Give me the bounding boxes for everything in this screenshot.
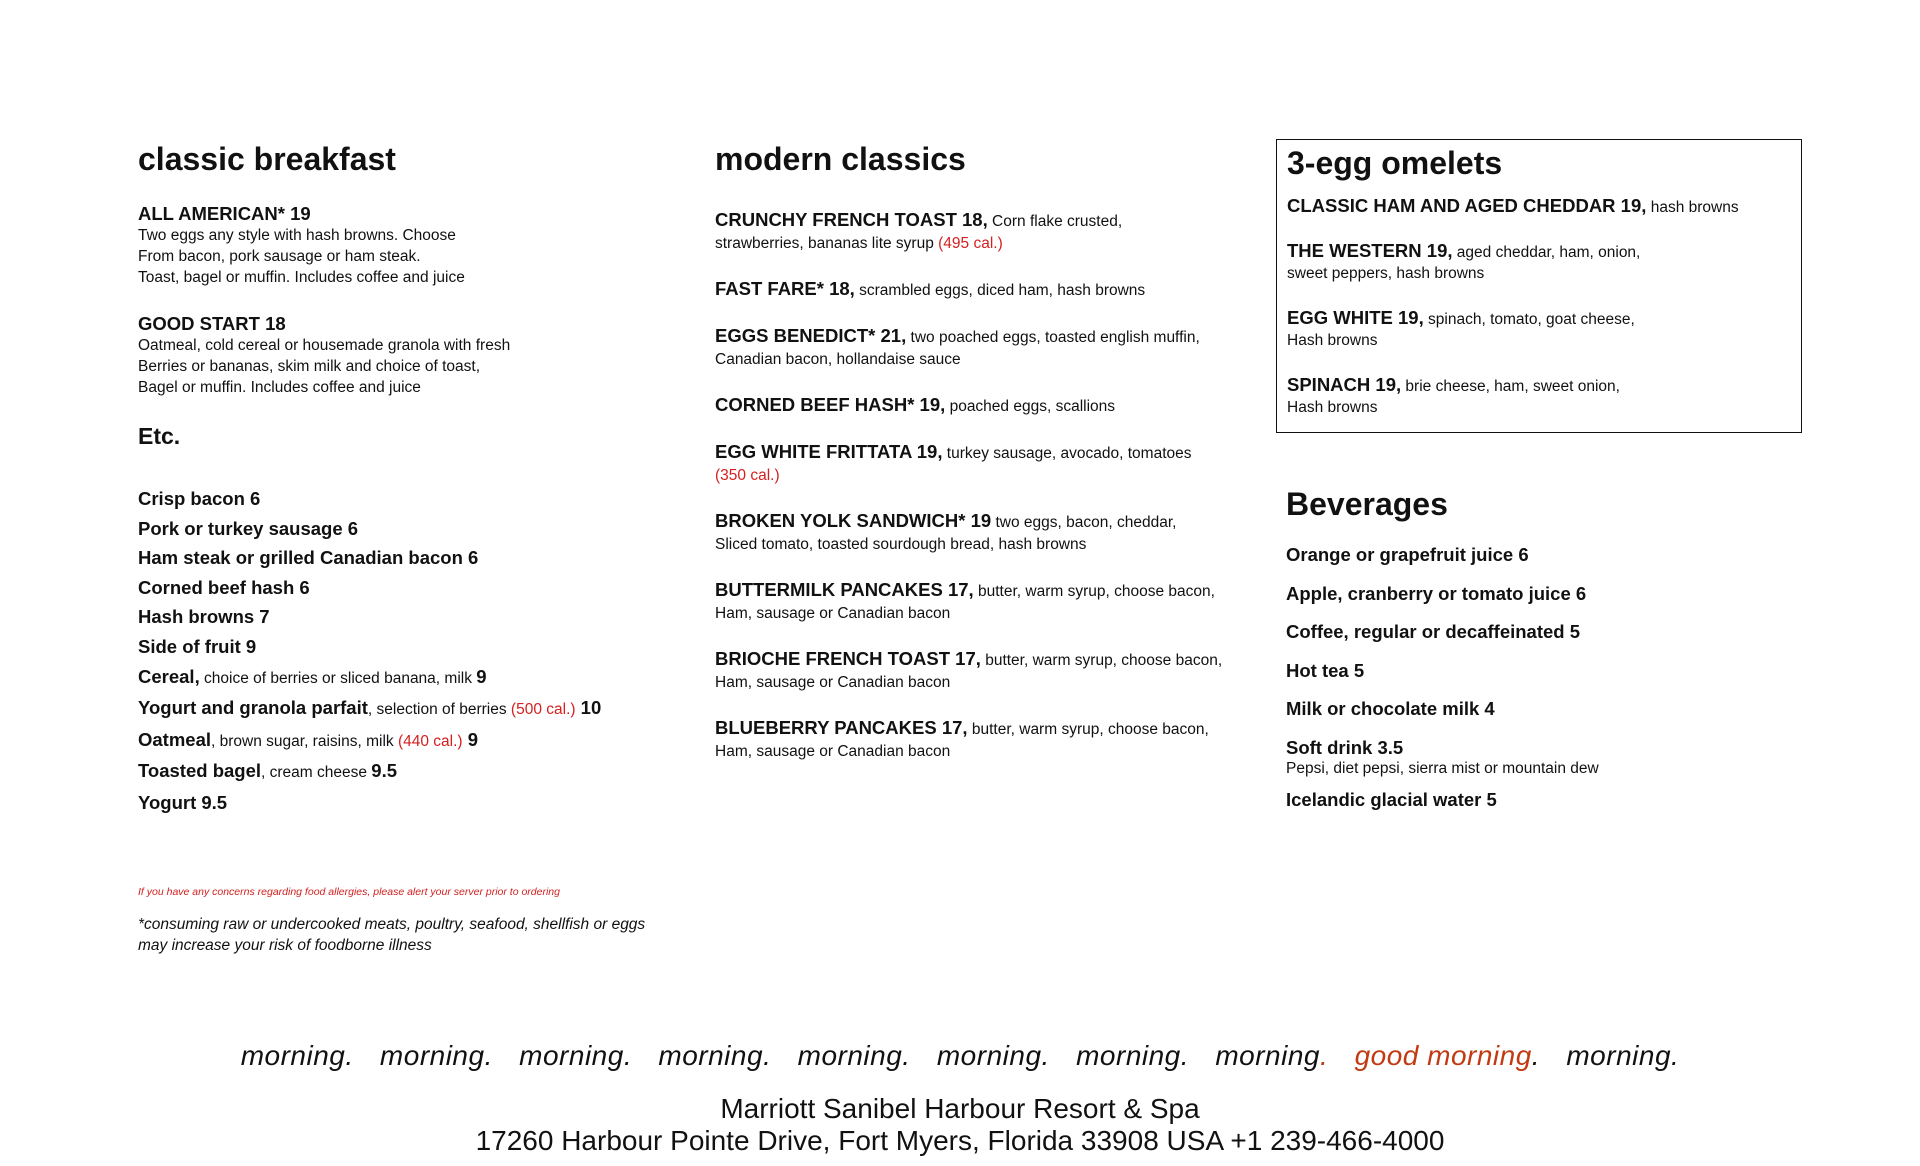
omelets-title: 3-egg omelets — [1287, 145, 1503, 181]
menu-item — [715, 324, 1235, 371]
tagline-word: morning. — [936, 1040, 1050, 1071]
menu-item — [715, 716, 1235, 763]
menu-item-desc: scrambled eggs, diced ham, hash browns — [854, 282, 1146, 299]
menu-item-desc: Hash browns — [1287, 399, 1378, 416]
tagline-word: morning. — [1215, 1040, 1329, 1071]
tagline-word: morning. — [379, 1040, 493, 1071]
menu-item — [1287, 194, 1791, 218]
etc-item-name: Crisp bacon 6 — [138, 488, 261, 509]
menu-item — [715, 440, 1235, 487]
tagline-word: morning. — [797, 1040, 911, 1071]
etc-item — [138, 543, 658, 573]
menu-item — [715, 647, 1235, 694]
beverage-item: Orange or grapefruit juice 6 — [1286, 544, 1529, 565]
menu-item-desc: Ham, sausage or Canadian bacon — [715, 743, 951, 760]
etc-item — [138, 693, 658, 725]
etc-item-name: Yogurt and granola parfait — [138, 697, 368, 719]
beverage-item-name: Soft drink 3.5 — [1286, 736, 1404, 758]
etc-item-name: Hash browns 7 — [138, 606, 270, 628]
menu-item-name: EGG WHITE 19, — [1287, 307, 1424, 328]
etc-item-note: , brown sugar, raisins, milk — [211, 732, 398, 750]
menu-item-desc: From bacon, pork sausage or ham steak. — [138, 248, 421, 265]
calorie-count: (500 cal.) — [510, 701, 576, 719]
menu-item-desc: butter, warm syrup, choose bacon, — [973, 583, 1215, 600]
omelets-box — [1276, 139, 1802, 433]
menu-item-name: BROKEN YOLK SANDWICH* 19 — [715, 510, 992, 531]
beverages-title: Beverages — [1286, 486, 1448, 522]
omelets-items — [1287, 194, 1791, 419]
resort-address: 17260 Harbour Pointe Drive, Fort Myers, Florida 33908 USA +1 239-466-4000 — [475, 1125, 1445, 1156]
menu-item-name: EGG WHITE FRITTATA 19, — [715, 441, 943, 462]
raw-food-warning: *consuming raw or undercooked meats, poultry, seafood, shellfish or eggs may increase your risk of foodborne illness — [138, 916, 646, 954]
tagline-word: morning. — [658, 1040, 772, 1071]
menu-item-desc: two eggs, bacon, cheddar, — [991, 514, 1177, 531]
etc-item-name: Yogurt 9.5 — [138, 791, 228, 813]
menu-item — [715, 393, 1235, 418]
etc-list — [138, 484, 658, 818]
menu-item-name: BLUEBERRY PANCAKES 17, — [715, 717, 968, 738]
menu-item — [715, 277, 1235, 302]
menu-item-desc: sweet peppers, hash browns — [1287, 265, 1485, 282]
menu-item-desc: Canadian bacon, hollandaise sauce — [715, 351, 961, 368]
menu-item-desc: Corn flake crusted, — [987, 213, 1123, 230]
etc-item-price: 9 — [462, 728, 479, 750]
menu-item — [715, 578, 1235, 625]
tagline-word: morning. — [240, 1040, 354, 1071]
menu-item-desc: Ham, sausage or Canadian bacon — [715, 605, 951, 622]
beverage-item: Hot tea 5 — [1286, 659, 1365, 681]
menu-item — [715, 509, 1235, 556]
etc-item-name: Pork or turkey sausage 6 — [138, 517, 359, 539]
beverages-section — [1286, 485, 1806, 826]
etc-item-note: , cream cheese — [261, 764, 372, 782]
menu-item-desc: Toast, bagel or muffin. Includes coffee and juice — [138, 269, 465, 286]
menu-item-desc: spinach, tomato, goat cheese, — [1423, 311, 1635, 328]
menu-item-name: BUTTERMILK PANCAKES 17, — [715, 579, 974, 600]
etc-item-price: 10 — [575, 697, 602, 719]
menu-item-desc: brie cheese, ham, sweet onion, — [1401, 378, 1620, 395]
classic-breakfast-title: classic breakfast — [138, 141, 396, 177]
menu-item-all-american — [138, 202, 658, 288]
calorie-count: (440 cal.) — [397, 732, 463, 750]
menu-item-name: GOOD START 18 — [138, 313, 286, 334]
menu-item-name: ALL AMERICAN* 19 — [138, 203, 311, 224]
tagline-word-highlight: good morning. — [1354, 1040, 1541, 1071]
etc-item — [138, 756, 658, 788]
menu-item — [715, 208, 1235, 255]
classic-breakfast-items — [138, 202, 658, 398]
beverage-item: Milk or chocolate milk 4 — [1286, 698, 1495, 719]
etc-item-price: 9.5 — [371, 760, 398, 782]
etc-item-note: , selection of berries — [367, 701, 511, 719]
etc-item-name: Side of fruit 9 — [138, 635, 257, 657]
menu-item-name: CORNED BEEF HASH* 19, — [715, 394, 946, 415]
etc-item-name: Ham steak or grilled Canadian bacon 6 — [138, 547, 479, 569]
menu-item-good-start — [138, 312, 658, 398]
etc-item — [138, 788, 658, 818]
menu-item-name: THE WESTERN 19, — [1287, 240, 1453, 261]
calorie-count: (495 cal.) — [938, 235, 1003, 252]
tagline-word: morning. — [1566, 1040, 1680, 1071]
menu-item-desc: Hash browns — [1287, 332, 1378, 349]
resort-name: Marriott Sanibel Harbour Resort & Spa — [720, 1093, 1200, 1124]
tagline-word: morning. — [1076, 1040, 1190, 1071]
calorie-count: (350 cal.) — [715, 467, 780, 484]
etc-item — [138, 725, 658, 757]
tagline-word: morning. — [519, 1040, 633, 1071]
menu-item-name: EGGS BENEDICT* 21, — [715, 325, 907, 346]
etc-item — [138, 484, 658, 514]
beverage-item: Coffee, regular or decaffeinated 5 — [1286, 621, 1581, 642]
etc-item-note: choice of berries or sliced banana, milk — [199, 669, 477, 687]
menu-item — [1287, 239, 1791, 285]
menu-item-name: CLASSIC HAM AND AGED CHEDDAR 19, — [1287, 195, 1647, 216]
menu-item — [1287, 306, 1791, 352]
morning-tagline — [0, 1040, 1920, 1072]
modern-classics-items — [715, 208, 1235, 763]
etc-item — [138, 662, 658, 694]
etc-item — [138, 602, 658, 632]
menu-item-desc: Oatmeal, cold cereal or housemade granola with fresh — [138, 337, 511, 354]
beverages-list — [1286, 543, 1806, 812]
etc-item-name: Corned beef hash 6 — [138, 576, 310, 598]
classic-breakfast-column — [138, 140, 658, 818]
etc-item — [138, 573, 658, 603]
etc-item — [138, 514, 658, 544]
etc-item-name: Toasted bagel — [138, 760, 262, 782]
menu-item-desc: Bagel or muffin. Includes coffee and juice — [138, 379, 421, 396]
modern-classics-title: modern classics — [715, 141, 966, 177]
menu-item-desc: aged cheddar, ham, onion, — [1452, 244, 1641, 261]
menu-item-desc: poached eggs, scallions — [945, 398, 1116, 415]
menu-item-desc: Two eggs any style with hash browns. Choose — [138, 227, 456, 244]
menu-item — [1287, 373, 1791, 419]
beverage-item: Apple, cranberry or tomato juice 6 — [1286, 582, 1587, 604]
menu-item-name: BRIOCHE FRENCH TOAST 17, — [715, 648, 981, 669]
etc-item-name: Oatmeal — [138, 728, 212, 750]
beverage-item: Icelandic glacial water 5 — [1286, 788, 1497, 810]
beverage-item — [1286, 736, 1806, 778]
etc-item — [138, 632, 658, 662]
menu-item-desc: Ham, sausage or Canadian bacon — [715, 674, 951, 691]
menu-item-desc: hash browns — [1646, 199, 1739, 216]
menu-item-desc: strawberries, bananas lite syrup — [715, 235, 939, 252]
etc-item-name: Cereal, — [138, 665, 200, 687]
allergy-notice: If you have any concerns regarding food allergies, please alert your server prior to ordering — [138, 886, 560, 898]
menu-item-name: FAST FARE* 18, — [715, 278, 855, 299]
menu-item-desc: Berries or bananas, skim milk and choice of toast, — [138, 358, 481, 375]
beverage-item-note: Pepsi, diet pepsi, sierra mist or mountain dew — [1286, 759, 1599, 777]
menu-item-desc: butter, warm syrup, choose bacon, — [967, 721, 1209, 738]
menu-item-desc: turkey sausage, avocado, tomatoes — [942, 445, 1192, 462]
etc-title: Etc. — [138, 423, 181, 449]
menu-item-desc: two poached eggs, toasted english muffin, — [906, 329, 1200, 346]
menu-item-desc: butter, warm syrup, choose bacon, — [980, 652, 1223, 669]
etc-item-price: 9 — [476, 665, 487, 687]
menu-item-name: SPINACH 19, — [1287, 374, 1402, 395]
menu-item-desc: Sliced tomato, toasted sourdough bread, hash browns — [715, 536, 1087, 553]
menu-item-name: CRUNCHY FRENCH TOAST 18, — [715, 209, 988, 230]
modern-classics-column — [715, 140, 1235, 785]
